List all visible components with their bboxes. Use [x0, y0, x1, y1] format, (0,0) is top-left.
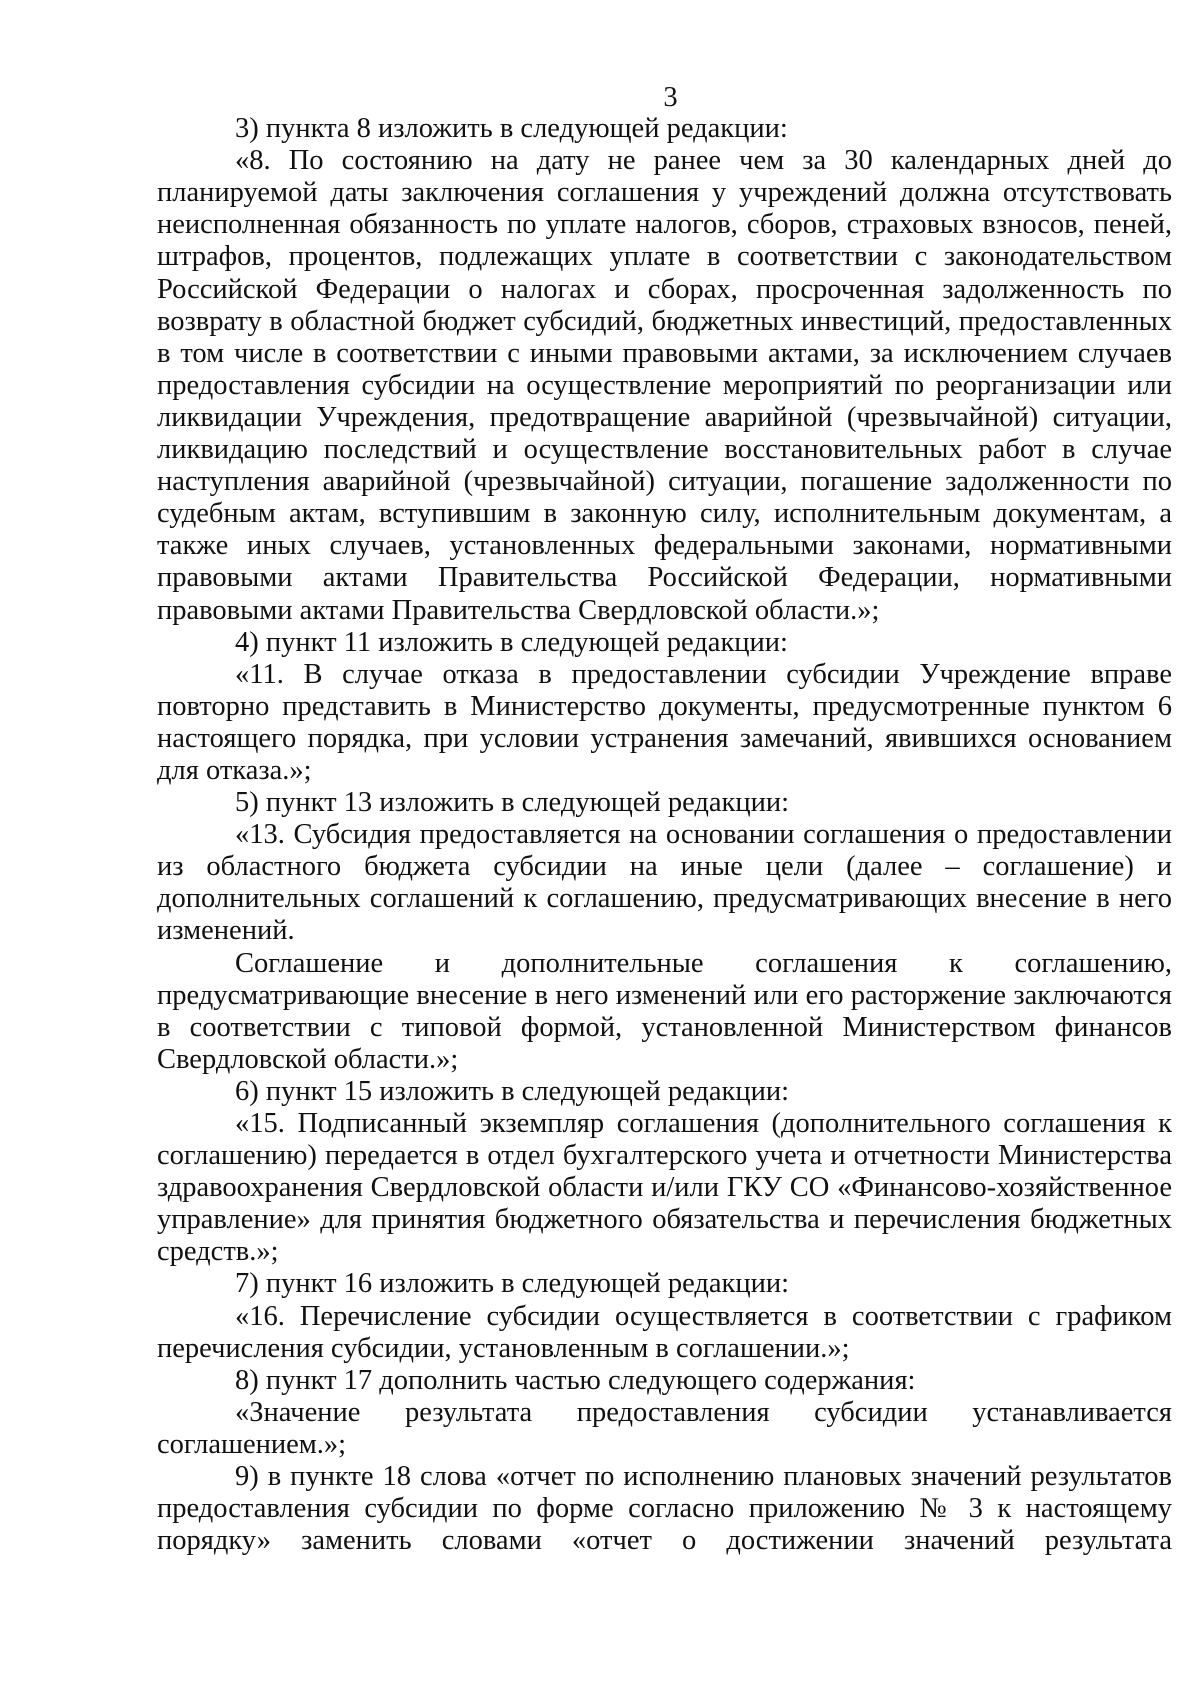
document-page: [157, 82, 1172, 1557]
page-number: 3: [663, 82, 678, 113]
paragraph-clause-15-text: «15. Подписанный экземпляр соглашения (дополнительного соглашения к соглашению) передается в отдел бухгалтерского учета и отчетности Министерства здравоохранения Свердловской области и/или ГКУ СО «Финансово-хозяйственное управление» для принятия бюджетного обязательства и перечисления бюджетных средств.»;: [157, 1108, 1172, 1268]
paragraph-clause-13-text: «13. Субсидия предоставляется на основании соглашения о предоставлении из областного бюджета субсидии на иные цели (далее – соглашение) и дополнительных соглашений к соглашению, предусматривающих внесение в него изменений.: [157, 819, 1172, 947]
paragraph-clause-8-text: «8. По состоянию на дату не ранее чем за 30 календарных дней до планируемой даты заключения соглашения у учреждений должна отсутствовать неисполненная обязанность по уплате налогов, сборов, страховых взносов, пеней, штрафов, процентов, подлежащих уплате в соответствии с законодательством Российской Федерации о налогах и сборах, просроченная задолженность по возврату в областной бюджет субсидий, бюджетных инвестиций, предоставленных в том числе в соответствии с иными правовыми актами, за исключением случаев предоставления субсидии на осуществление мероприятий по реорганизации или ликвидации Учреждения, предотвращение аварийной (чрезвычайной) ситуации, ликвидацию последствий и осуществление восстановительных работ в случае наступления аварийной (чрезвычайной) ситуации, погашение задолженности по судебным актам, вступившим в законную силу, исполнительным документам, а также иных случаев, установленных федеральными законами, нормативными правовыми актами Правительства Российской Федерации, нормативными правовыми актами Правительства Свердловской области.»;: [157, 145, 1172, 626]
paragraph-clause-17-addition: «Значение результата предоставления субсидии устанавливается соглашением.»;: [157, 1396, 1172, 1460]
paragraph-item-7-heading: 7) пункт 16 изложить в следующей редакции:: [235, 1268, 790, 1300]
paragraph-item-6-heading: 6) пункт 15 изложить в следующей редакции:: [235, 1075, 790, 1107]
paragraph-item-3-heading: 3) пункта 8 изложить в следующей редакции:: [235, 113, 788, 145]
paragraph-item-8-heading: 8) пункт 17 дополнить частью следующего содержания:: [235, 1364, 916, 1396]
paragraph-item-5-heading: 5) пункт 13 изложить в следующей редакции:: [235, 787, 790, 819]
paragraph-item-9-text: 9) в пункте 18 слова «отчет по исполнению плановых значений результатов предоставления субсидии по форме согласно приложению № 3 к настоящему порядку» заменить словами «отчет о достижении значений результата: [157, 1461, 1172, 1557]
paragraph-clause-16-text: «16. Перечисление субсидии осуществляется в соответствии с графиком перечисления субсидии, установленным в соглашении.»;: [157, 1300, 1172, 1364]
paragraph-item-4-heading: 4) пункт 11 изложить в следующей редакции:: [235, 626, 788, 658]
paragraph-clause-11-text: «11. В случае отказа в предоставлении субсидии Учреждение вправе повторно представить в Министерство документы, предусмотренные пунктом 6 настоящего порядка, при условии устранения замечаний, явившихся основанием для отказа.»;: [157, 658, 1172, 786]
paragraph-clause-13-part-2: Соглашение и дополнительные соглашения к соглашению, предусматривающие внесение в него изменений или его расторжение заключаются в соответствии с типовой формой, установленной Министерством финансов Свердловской области.»;: [157, 947, 1172, 1075]
